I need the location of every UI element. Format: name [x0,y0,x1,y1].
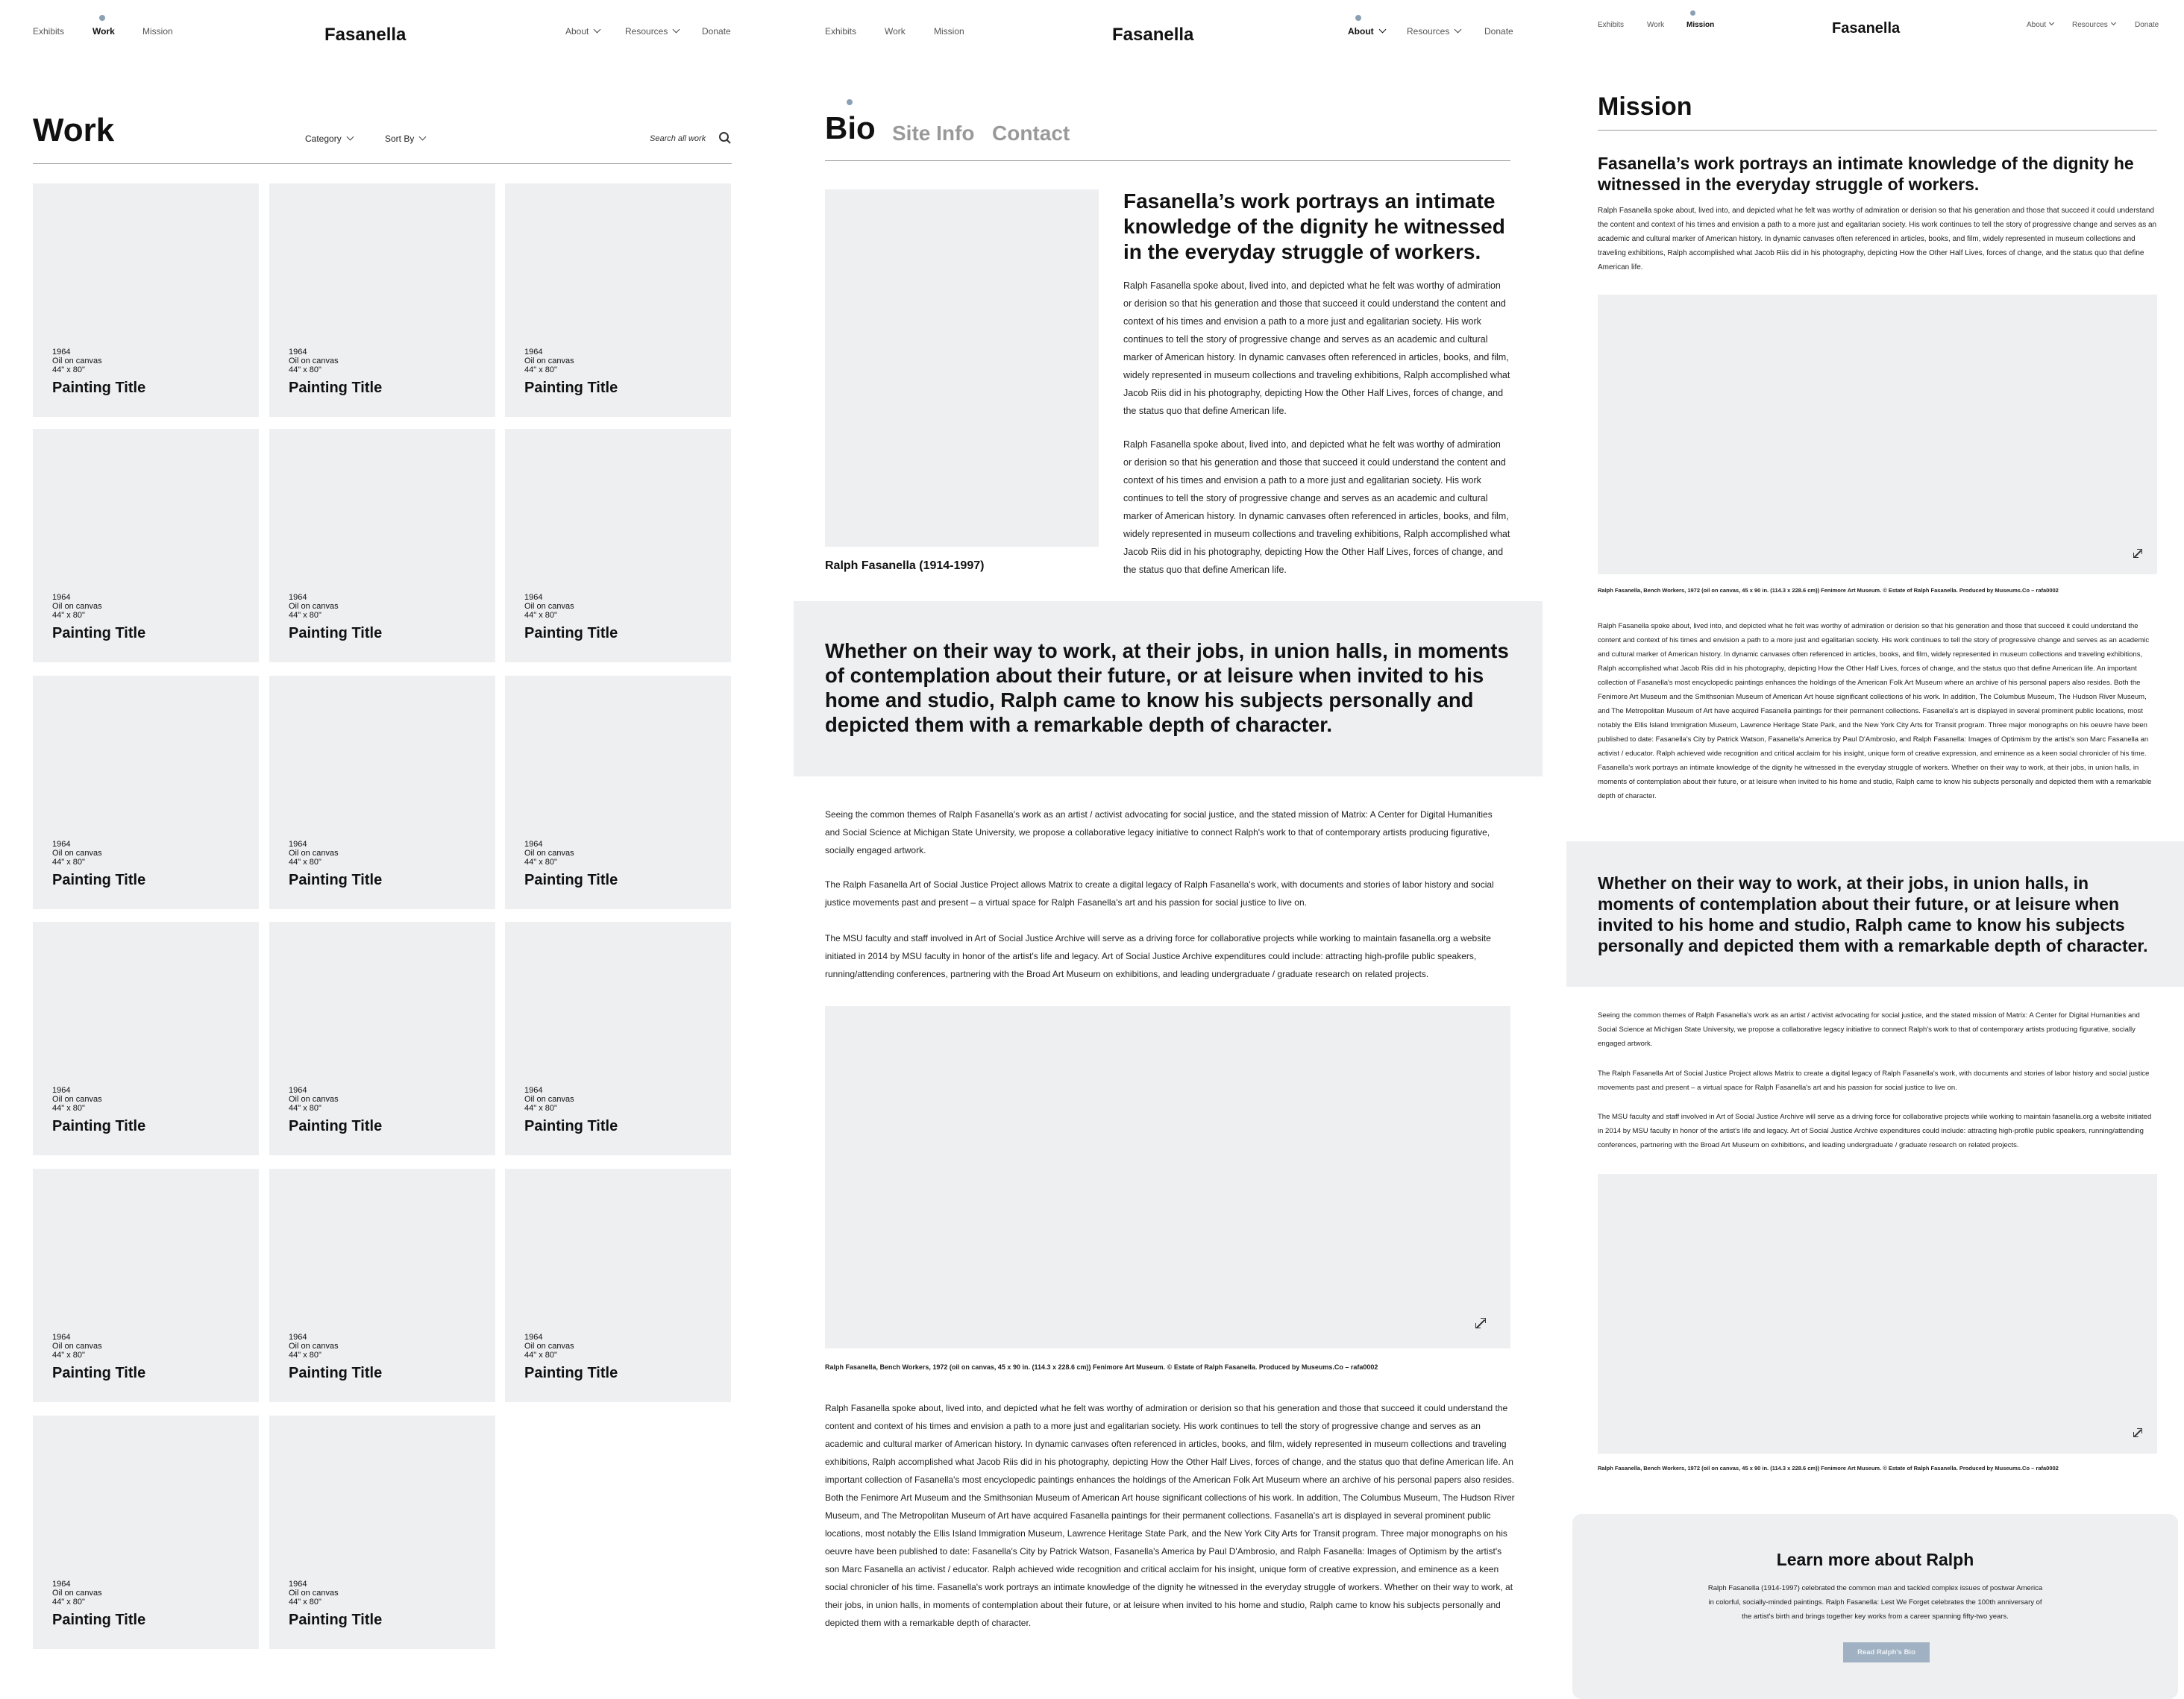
work-size: 44" x 80" [289,1598,321,1607]
work-card-meta [289,1580,339,1607]
work-card-meta [52,1580,102,1607]
work-card[interactable] [505,183,731,417]
work-card-meta [52,840,102,867]
about-page [787,0,1548,1699]
work-title: Painting Title [52,1365,146,1381]
expand-icon[interactable] [1475,1318,1486,1328]
work-size: 44" x 80" [52,858,85,867]
work-card-meta [524,593,574,620]
nav-resources-label: Resources [1407,26,1450,37]
work-medium: Oil on canvas [289,849,339,858]
work-medium: Oil on canvas [289,602,339,611]
work-card[interactable] [269,1416,495,1649]
work-medium: Oil on canvas [52,357,102,365]
sort-by-dropdown[interactable] [385,134,425,144]
work-card[interactable] [269,1169,495,1402]
work-card-meta [52,348,102,374]
work-size: 44" x 80" [289,858,321,867]
work-title: Painting Title [52,380,146,396]
work-size: 44" x 80" [289,1104,321,1113]
mission-headline: Fasanella’s work portrays an intimate knowledge of the dignity he witnessed in the everyday struggle of workers. [1598,154,2134,194]
work-card[interactable] [505,1169,731,1402]
expand-icon[interactable] [2133,1428,2142,1437]
work-year: 1964 [524,348,543,357]
painting-image [825,1006,1510,1348]
work-title: Painting Title [289,1118,383,1134]
expand-icon[interactable] [2133,549,2142,558]
active-nav-indicator [99,15,105,21]
work-medium: Oil on canvas [524,849,574,858]
work-title: Painting Title [289,1365,383,1381]
work-card-meta [289,593,339,620]
nav-donate[interactable]: Donate [702,26,731,37]
nav-mission[interactable]: Mission [934,26,964,37]
work-medium: Oil on canvas [289,1095,339,1104]
nav-exhibits[interactable]: Exhibits [1598,21,1625,29]
work-size: 44" x 80" [524,1351,557,1360]
work-size: 44" x 80" [289,365,321,374]
nav-about-label: About [1348,26,1374,37]
work-medium: Oil on canvas [52,1589,102,1598]
work-medium: Oil on canvas [289,1342,339,1351]
search-input[interactable]: Search all work [650,134,706,143]
nav-about-label: About [565,26,589,37]
work-medium: Oil on canvas [524,1095,574,1104]
image-caption: Ralph Fasanella, Bench Workers, 1972 (oil on canvas, 45 x 90 in. (114.3 x 228.6 cm)) Fenimore Art Museum. © Estate of Ralph Fasanella. Produced by Museums.Co – rafa0002 [1598,1465,2059,1472]
work-title: Painting Title [289,1612,383,1628]
mission-page [1566,0,2184,1699]
work-card[interactable] [269,922,495,1155]
work-card[interactable] [269,676,495,909]
work-title: Painting Title [524,380,618,396]
work-card-meta [524,348,574,374]
work-card-meta [289,348,339,374]
work-card-meta [289,840,339,867]
read-bio-button[interactable]: Read Ralph's Bio [1843,1642,1930,1662]
work-year: 1964 [289,1580,307,1589]
image-caption: Ralph Fasanella, Bench Workers, 1972 (oil on canvas, 45 x 90 in. (114.3 x 228.6 cm)) Fenimore Art Museum. © Estate of Ralph Fasanella. Produced by Museums.Co – rafa0002 [825,1363,1378,1371]
learn-more-text: Ralph Fasanella (1914-1997) celebrated the common man and tackled complex issues of postwar America in colorful, socially-minded paintings. Ralph Fasanella: Lest We Forget celebrates the 100th anniversary of the artist's birth and brings together key works from a career spanning fifty-two years. [1707,1584,2043,1621]
chevron-down-icon [346,134,354,141]
bio-paragraph: Ralph Fasanella spoke about, lived into, and depicted what he felt was worthy of admiration or derision so that his generation and those that succeed it could understand the content and context of his times and envision a path to a more just and egalitarian society. His work continues to tell the story of progressive change and serves as an academic and cultural marker of American history. In dynamic canvases often referenced in articles, books, and film, widely represented in museum collections and traveling exhibitions, Ralph accomplished what Jacob Riis did in his photography, depicting How the Other Half Lives, forces of change, and the status quo that define American life. [1123,280,1510,416]
work-year: 1964 [52,593,71,602]
quote-block [794,601,1543,776]
bio-paragraph: Ralph Fasanella spoke about, lived into, and depicted what he felt was worthy of admiration or derision so that his generation and those that succeed it could understand the content and context of his times and envision a path to a more just and egalitarian society. His work continues to tell the story of progressive change and serves as an academic and cultural marker of American history. In dynamic canvases often referenced in articles, books, and film, widely represented in museum collections and traveling exhibitions, Ralph accomplished what Jacob Riis did in his photography, depicting How the Other Half Lives, forces of change, and the status quo that define American life. [1123,439,1510,575]
portrait-caption: Ralph Fasanella (1914-1997) [825,559,985,572]
nav-resources-label: Resources [2072,21,2108,29]
work-medium: Oil on canvas [52,1095,102,1104]
intro-paragraph: Seeing the common themes of Ralph Fasanella's work as an artist / activist advocating for social justice, and the stated mission of Matrix: A Center for Digital Humanities and Social Science at Michigan State University, we propose a collaborative legacy initiative to connect Ralph's work to that of contemporary artists producing figurative, socially engaged artwork. [825,809,1493,855]
search-icon[interactable] [718,131,732,145]
long-bio-paragraph: Ralph Fasanella spoke about, lived into, and depicted what he felt was worthy of admiration or derision so that his generation and those that succeed it could understand the content and context of his times and envision a path to a more just and egalitarian society. His work continues to tell the story of progressive change and serves as an academic and cultural marker of American history. In dynamic canvases often referenced in articles, books, and film, widely represented in museum collections and traveling exhibitions, Ralph accomplished what Jacob Riis did in his photography, depicting How the Other Half Lives, forces of change, and the status quo that define American life. An important collection of Fasanella's most encyclopedic paintings enhances the holdings of the American Folk Art Museum where an archive of his personal papers also resides. Both the Fenimore Art Museum and the Smithsonian Museum of American Art house significant collections of his work. In addition, The Columbus Museum, The Hudson River Museum, and The Metropolitan Museum of Art have acquired Fasanella paintings for their permanent collections. Fasanella's art is displayed in several prominent public locations, most notably the Ellis Island Immigration Museum, Lawrence Heritage State Park, and the New York City Arts for Transit program. Three major monographs on his oeuvre have been published to date: Fasanella's City by Patrick Watson, Fasanella's America by Paul D'Ambrosio, and Ralph Fasanella: Images of Optimism by the artist's son Marc Fasanella an activist / educator. Ralph achieved wide recognition and critical acclaim for his insight, unique form of creative expression, and eminence as a keen social chronicler of his time. Fasanella's work portrays an intimate knowledge of the dignity he witnessed in the everyday struggle of workers. Whether on their way to work, at their jobs, in union halls, in moments of contemplation about their future, or at leisure when invited to his home and studio, Ralph came to know his subjects personally and depicted them with a remarkable depth of character. [825,1403,1515,1628]
work-card[interactable] [269,183,495,417]
work-card-meta [52,1333,102,1360]
work-title: Painting Title [289,625,383,641]
work-year: 1964 [524,1333,543,1342]
nav-exhibits[interactable]: Exhibits [825,26,857,37]
active-nav-indicator [1355,15,1361,21]
nav-work[interactable]: Work [885,26,906,37]
work-size: 44" x 80" [524,365,557,374]
work-title: Painting Title [524,1118,618,1134]
work-title: Painting Title [524,625,618,641]
tab-contact[interactable]: Contact [992,122,1070,145]
work-medium: Oil on canvas [52,849,102,858]
quote-text: Whether on their way to work, at their jobs, in union halls, in moments of contemplation about their future, or at leisure when invited to his home and studio, Ralph came to know his subjects personally and depicted them with a remarkable depth of character. [825,639,1509,736]
work-card[interactable] [33,1416,259,1649]
site-logo[interactable]: Fasanella [1832,20,1901,37]
work-year: 1964 [52,1580,71,1589]
chevron-down-icon [2111,20,2116,25]
site-logo[interactable]: Fasanella [324,25,407,45]
work-title: Painting Title [52,625,146,641]
work-year: 1964 [52,1086,71,1095]
work-card[interactable] [33,922,259,1155]
work-title: Painting Title [289,872,383,888]
nav-resources[interactable] [1407,26,1460,37]
work-title: Painting Title [289,380,383,396]
work-title: Painting Title [524,872,618,888]
work-year: 1964 [289,1086,307,1095]
intro-paragraph: The MSU faculty and staff involved in Art of Social Justice Archive will serve as a driving force for collaborative projects while working to maintain fasanella.org a website initiated in 2014 by MSU faculty in honor of the artist's life and legacy. Art of Social Justice Archive expenditures could include: attracting high-profile public speakers, running/attending conferences, partnering with the Broad Art Museum on exhibitions, and leading undergraduate / graduate research on related projects. [1598,1113,2152,1149]
work-year: 1964 [524,840,543,849]
site-logo[interactable]: Fasanella [1112,25,1194,45]
work-size: 44" x 80" [289,611,321,620]
tab-bio[interactable]: Bio [825,110,876,145]
long-bio-paragraph: Ralph Fasanella spoke about, lived into, and depicted what he felt was worthy of admiration or derision so that his generation and those that succeed it could understand the content and context of his times and envision a path to a more just and egalitarian society. His work continues to tell the story of progressive change and serves as an academic and cultural marker of American history. In dynamic canvases often referenced in articles, books, and film, widely represented in museum collections and traveling exhibitions, Ralph accomplished what Jacob Riis did in his photography, depicting How the Other Half Lives, forces of change, and the status quo that define American life. An important collection of Fasanella's most encyclopedic paintings enhances the holdings of the American Folk Art Museum where an archive of his personal papers also resides. Both the Fenimore Art Museum and the Smithsonian Museum of American Art house significant collections of his work. In addition, The Columbus Museum, The Hudson River Museum, and The Metropolitan Museum of Art have acquired Fasanella paintings for their permanent collections. Fasanella's art is displayed in several prominent public locations, most notably the Ellis Island Immigration Museum, Lawrence Heritage State Park, and the New York City Arts for Transit program. Three major monographs on his oeuvre have been published to date: Fasanella's City by Patrick Watson, Fasanella's America by Paul D'Ambrosio, and Ralph Fasanella: Images of Optimism by the artist's son Marc Fasanella an activist / educator. Ralph achieved wide recognition and critical acclaim for his insight, unique form of creative expression, and eminence as a keen social chronicler of his time. Fasanella's work portrays an intimate knowledge of the dignity he witnessed in the everyday struggle of workers. Whether on their way to work, at their jobs, in union halls, in moments of contemplation about their future, or at leisure when invited to his home and studio, Ralph came to know his subjects personally and depicted them with a remarkable depth of character. [1598,622,2152,800]
work-year: 1964 [289,593,307,602]
image-caption: Ralph Fasanella, Bench Workers, 1972 (oil on canvas, 45 x 90 in. (114.3 x 228.6 cm)) Fenimore Art Museum. © Estate of Ralph Fasanella. Produced by Museums.Co – rafa0002 [1598,587,2059,594]
intro-paragraph: The MSU faculty and staff involved in Art of Social Justice Archive will serve as a driving force for collaborative projects while working to maintain fasanella.org a website initiated in 2014 by MSU faculty in honor of the artist's life and legacy. Art of Social Justice Archive expenditures could include: attracting high-profile public speakers, running/attending conferences, partnering with the Broad Art Museum on exhibitions, and leading undergraduate / graduate research on related projects. [825,933,1491,979]
work-size: 44" x 80" [52,1104,85,1113]
work-card[interactable] [505,429,731,662]
painting-image [1598,1174,2157,1454]
chevron-down-icon [2049,20,2054,25]
learn-more-title: Learn more about Ralph [1776,1550,1974,1569]
work-size: 44" x 80" [52,365,85,374]
work-year: 1964 [289,348,307,357]
work-size: 44" x 80" [52,1351,85,1360]
intro-paragraph: Seeing the common themes of Ralph Fasanella's work as an artist / activist advocating for social justice, and the stated mission of Matrix: A Center for Digital Humanities and Social Science at Michigan State University, we propose a collaborative legacy initiative to connect Ralph's work to that of contemporary artists producing figurative, socially engaged artwork. [1598,1011,2140,1048]
tab-divider [825,160,1510,161]
work-card[interactable] [33,676,259,909]
work-size: 44" x 80" [524,858,557,867]
nav-donate[interactable]: Donate [2135,21,2159,29]
work-card[interactable] [33,183,259,417]
nav-about[interactable] [1348,26,1385,37]
work-size: 44" x 80" [289,1351,321,1360]
bio-headline: Fasanella’s work portrays an intimate knowledge of the dignity he witnessed in the everyday struggle of workers. [1123,189,1505,263]
work-medium: Oil on canvas [524,602,574,611]
work-medium: Oil on canvas [524,357,574,365]
work-year: 1964 [52,1333,71,1342]
quote-block [1566,841,2184,987]
mission-paragraph: Ralph Fasanella spoke about, lived into, and depicted what he felt was worthy of admiration or derision so that his generation and those that succeed it could understand the content and context of his times and envision a path to a more just and egalitarian society. His work continues to tell the story of progressive change and serves as an academic and cultural marker of American history. In dynamic canvases often referenced in articles, books, and film, widely represented in museum collections and traveling exhibitions, Ralph accomplished what Jacob Riis did in his photography, depicting How the Other Half Lives, forces of change, and the status quo that define American life. [1598,207,2157,271]
work-title: Painting Title [52,1118,146,1134]
work-title: Painting Title [52,872,146,888]
chevron-down-icon [1378,26,1386,34]
learn-more-block [1572,1514,2178,1699]
active-tab-indicator [847,99,853,105]
nav-exhibits[interactable]: Exhibits [33,26,65,37]
category-filter[interactable] [305,134,353,144]
nav-about[interactable] [2027,21,2053,29]
intro-paragraph: The Ralph Fasanella Art of Social Justice Project allows Matrix to create a digital legacy of Ralph Fasanella's work, with documents and stories of labor history and social justice movements past and present – a virtual space for Ralph Fasanella's art and his passion for social justice to live on. [825,879,1494,908]
work-year: 1964 [52,840,71,849]
header-divider [1598,130,2157,131]
work-size: 44" x 80" [52,611,85,620]
chevron-down-icon [419,134,427,141]
work-card[interactable] [269,429,495,662]
intro-paragraph: The Ralph Fasanella Art of Social Justice Project allows Matrix to create a digital legacy of Ralph Fasanella's work, with documents and stories of labor history and social justice movements past and present – a virtual space for Ralph Fasanella's art and his passion for social justice to live on. [1598,1070,2150,1092]
work-card-meta [289,1086,339,1113]
work-year: 1964 [289,1333,307,1342]
page-title: Work [33,112,115,148]
work-year: 1964 [524,593,543,602]
work-medium: Oil on canvas [52,602,102,611]
quote-text: Whether on their way to work, at their jobs, in union halls, in moments of contemplation about their future, or at leisure when invited to his home and studio, Ralph came to know his subjects personally and depicted them with a remarkable depth of character. [1598,873,2148,955]
nav-work[interactable]: Work [1647,21,1665,29]
work-card-meta [52,1086,102,1113]
work-card[interactable] [505,922,731,1155]
work-size: 44" x 80" [524,1104,557,1113]
nav-donate[interactable]: Donate [1484,26,1513,37]
nav-work[interactable]: Work [92,26,115,37]
work-card-meta [289,1333,339,1360]
page-title: Mission [1598,92,1692,121]
active-nav-indicator [1690,10,1695,16]
tab-site-info[interactable]: Site Info [892,122,975,145]
work-card[interactable] [33,1169,259,1402]
work-medium: Oil on canvas [524,1342,574,1351]
nav-about-label: About [2027,21,2047,29]
work-year: 1964 [524,1086,543,1095]
work-card-meta [524,1333,574,1360]
chevron-down-icon [594,26,601,34]
header-divider [33,163,732,164]
nav-mission[interactable]: Mission [142,26,173,37]
work-page [0,0,761,1699]
work-card[interactable] [33,429,259,662]
work-card[interactable] [505,676,731,909]
chevron-down-icon [1455,26,1462,34]
portrait-image [825,189,1099,547]
nav-resources[interactable] [2072,21,2115,29]
sort-by-label: Sort By [385,134,415,144]
work-card-meta [524,1086,574,1113]
category-label: Category [305,134,342,144]
work-size: 44" x 80" [524,611,557,620]
nav-mission[interactable]: Mission [1686,21,1715,29]
work-medium: Oil on canvas [289,357,339,365]
work-medium: Oil on canvas [289,1589,339,1598]
work-year: 1964 [52,348,71,357]
nav-about[interactable] [565,26,600,37]
work-card-meta [524,840,574,867]
work-title: Painting Title [524,1365,618,1381]
work-title: Painting Title [52,1612,146,1628]
nav-resources-label: Resources [625,26,668,37]
chevron-down-icon [673,26,680,34]
work-size: 44" x 80" [52,1598,85,1607]
painting-image [1598,295,2157,574]
work-medium: Oil on canvas [52,1342,102,1351]
work-card-meta [52,593,102,620]
nav-resources[interactable] [625,26,679,37]
work-year: 1964 [289,840,307,849]
